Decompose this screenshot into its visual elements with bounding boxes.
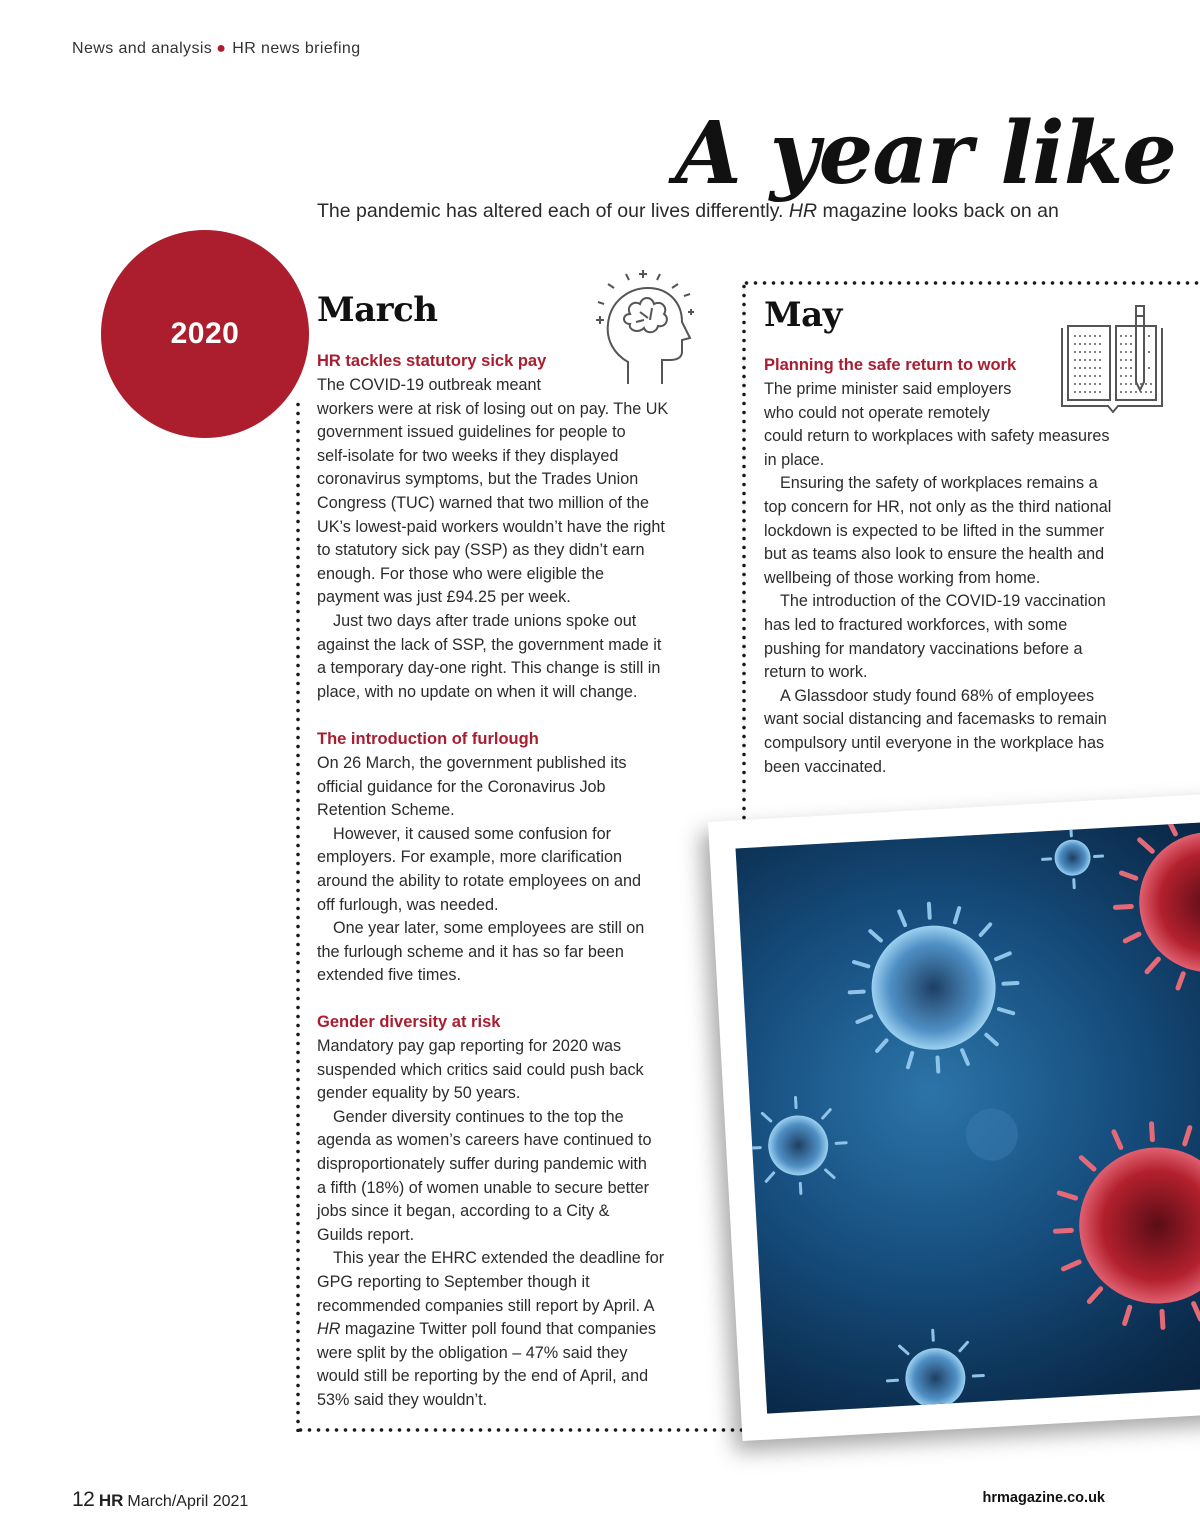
magazine-logo: HR — [98, 1491, 124, 1510]
march-title: March — [317, 290, 438, 330]
paragraph-line: disproportionately suffer during pandemic with — [317, 1154, 647, 1173]
paragraph-line: return to work. — [764, 663, 868, 682]
paragraph-line: Guilds report. — [317, 1225, 415, 1244]
paragraph-line: Ensuring the safety of workplaces remains a — [780, 474, 1098, 493]
section-name: News and analysis — [72, 40, 213, 57]
paragraph-line: workers were at risk of losing out on pay. The UK — [317, 399, 669, 418]
paragraph-line: The introduction of the COVID-19 vaccination — [780, 592, 1106, 611]
paragraph-line: a temporary day-one right. This change is still in — [317, 659, 661, 678]
paragraph-line: self-isolate for two weeks if they displayed — [317, 446, 619, 465]
paragraph-line: would still be reporting by the end of April, and — [317, 1367, 649, 1386]
march-body-ssp — [317, 374, 668, 704]
paragraph-line: Congress (TUC) warned that two million of the — [317, 493, 649, 512]
paragraph-line: enough. For those who were eligible the — [317, 564, 605, 583]
paragraph-line: want social distancing and facemasks to remain — [764, 710, 1107, 729]
paragraph-line: recommended companies still report by April. A — [317, 1296, 655, 1315]
standfirst-emphasis: HR — [788, 200, 818, 222]
paragraph-line: 53% said they wouldn’t. — [317, 1390, 488, 1409]
paragraph-line: Just two days after trade unions spoke out — [333, 611, 637, 630]
brain-head-icon — [588, 266, 698, 390]
headline: A year like — [675, 103, 1176, 204]
paragraph-line: in place. — [764, 450, 825, 469]
year-badge — [101, 230, 309, 438]
paragraph-line: wellbeing of those working from home. — [764, 568, 1041, 587]
subsection-name: HR news briefing — [232, 40, 361, 57]
paragraph-line: However, it caused some confusion for — [333, 824, 612, 843]
paragraph-line: agenda as women’s careers have continued to — [317, 1131, 652, 1150]
paragraph-line: coronavirus symptoms, but the Trades Union — [317, 470, 639, 489]
paragraph-line: could return to workplaces with safety measures — [764, 427, 1110, 446]
paragraph-line: Retention Scheme. — [317, 801, 455, 820]
march-subhead-furlough: The introduction of furlough — [317, 730, 539, 748]
paragraph-line: GPG reporting to September though it — [317, 1272, 590, 1291]
paragraph-line: around the ability to rotate employees on and — [317, 871, 641, 890]
paragraph-line: jobs since it began, according to a City & — [317, 1202, 610, 1221]
paragraph-line: On 26 March, the government published its — [317, 754, 627, 772]
march-subhead-ssp: HR tackles statutory sick pay — [317, 352, 547, 370]
may-body — [764, 378, 1111, 779]
paragraph-line: The prime minister said employers — [764, 380, 1012, 398]
bullet-dot: ● — [216, 40, 227, 57]
paragraph-line: employers. For example, more clarification — [317, 848, 622, 867]
section-label — [72, 40, 361, 58]
paragraph-line: payment was just £94.25 per week. — [317, 588, 571, 607]
paragraph-line: to statutory sick pay (SSP) as they didn’t earn — [317, 541, 645, 560]
paragraph-line: the furlough scheme and it has so far been — [317, 942, 624, 961]
may-subhead-return: Planning the safe return to work — [764, 356, 1017, 374]
paragraph-line: but as teams also look to ensure the health and — [764, 545, 1105, 564]
paragraph-line: against the lack of SSP, the government made it — [317, 635, 662, 654]
paragraph-line: suspended which critics said could push back — [317, 1060, 644, 1079]
magazine-name: HR — [317, 1320, 341, 1339]
paragraph-line — [317, 1318, 664, 1342]
paragraph-line: compulsory until everyone in the workplace has — [764, 733, 1105, 752]
coronavirus-photo-frame — [708, 791, 1200, 1441]
website-url[interactable]: hrmagazine.co.uk — [982, 1490, 1105, 1506]
march-bottom-border — [296, 1428, 748, 1432]
paragraph-line: extended five times. — [317, 966, 461, 985]
page-number: 12 — [72, 1488, 95, 1511]
may-title: May — [764, 295, 842, 335]
paragraph-line: off furlough, was needed. — [317, 895, 499, 914]
paragraph-line: A Glassdoor study found 68% of employees — [780, 686, 1095, 705]
year-label: 2020 — [170, 317, 240, 350]
march-left-border — [296, 400, 300, 1432]
paragraph-line: This year the EHRC extended the deadline for — [333, 1249, 665, 1268]
virus-illustration — [736, 819, 1200, 1413]
may-top-border — [742, 281, 1200, 285]
paragraph-line: gender equality by 50 years. — [317, 1084, 521, 1103]
paragraph-line: place, with no update on when it will change. — [317, 682, 638, 701]
paragraph-line: UK’s lowest-paid workers wouldn’t have the right — [317, 517, 665, 536]
paragraph-line: government issued guidelines for people to — [317, 423, 626, 442]
paragraph-line: Mandatory pay gap reporting for 2020 was — [317, 1037, 622, 1055]
standfirst-text: The pandemic has altered each of our lives differently. — [317, 200, 789, 222]
paragraph-line: pushing for mandatory vaccinations before a — [764, 639, 1083, 658]
paragraph-line: a fifth (18%) of women unable to secure better — [317, 1178, 650, 1197]
march-body-furlough — [317, 752, 644, 988]
paragraph-line: who could not operate remotely — [764, 403, 990, 422]
issue-date: March/April 2021 — [127, 1493, 249, 1510]
paragraph-text: magazine Twitter poll found that companies — [344, 1320, 656, 1339]
standfirst — [317, 200, 1059, 223]
paragraph-line: official guidance for the Coronavirus Job — [317, 777, 606, 796]
paragraph-line: were split by the obligation – 47% said they — [317, 1343, 628, 1362]
paragraph-line: has led to fractured workforces, with some — [764, 615, 1068, 634]
footer-folio — [72, 1488, 248, 1512]
march-subhead-gender: Gender diversity at risk — [317, 1013, 501, 1031]
paragraph-line: One year later, some employees are still on — [333, 919, 645, 938]
paragraph-line: been vaccinated. — [764, 757, 887, 776]
paragraph-line: lockdown is expected to be lifted in the summer — [764, 521, 1105, 540]
paragraph-line: top concern for HR, not only as the third national — [764, 497, 1112, 516]
coronavirus-image — [736, 819, 1200, 1413]
standfirst-text-end: magazine looks back on an — [817, 200, 1059, 222]
march-body-gender — [317, 1035, 664, 1413]
paragraph-line: Gender diversity continues to the top the — [333, 1107, 624, 1126]
paragraph-line: The COVID-19 outbreak meant — [317, 376, 542, 394]
